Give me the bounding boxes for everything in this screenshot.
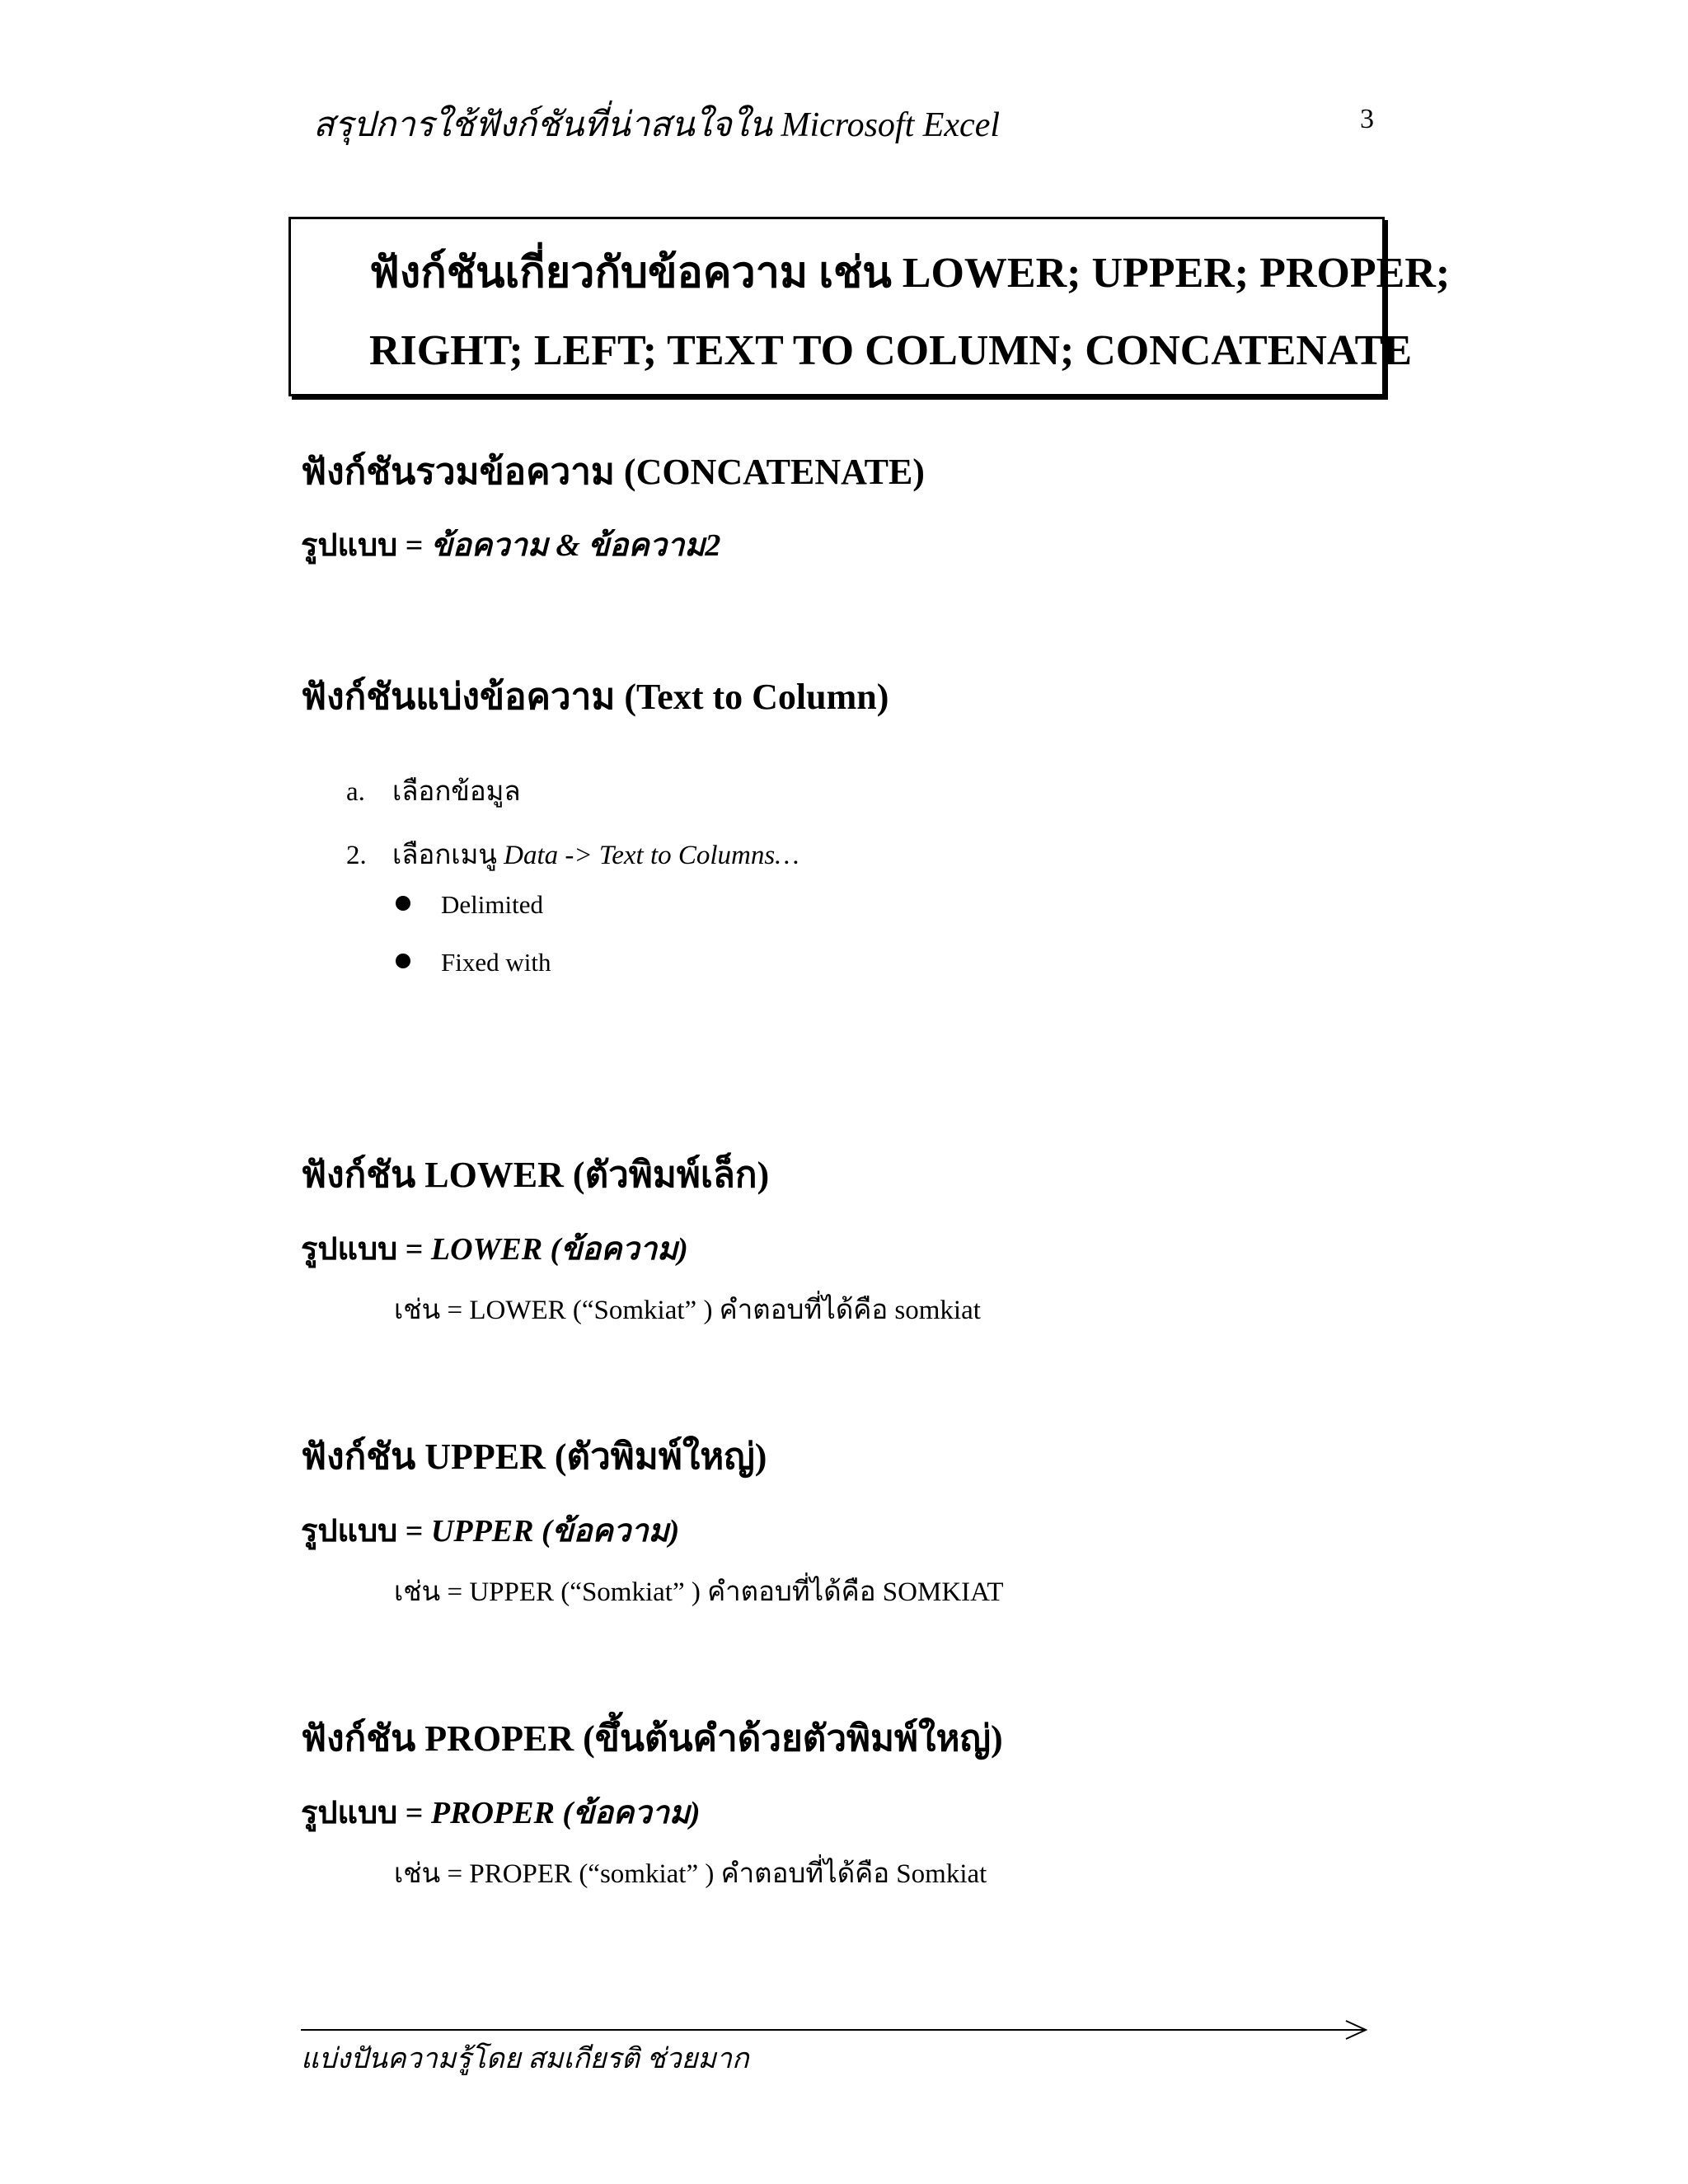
menu-path: Data -> Text to Columns… [504,841,799,870]
list-marker: 2. [346,841,367,870]
proper-format [301,1787,701,1837]
list-item [346,769,521,813]
lower-example: เช่น = LOWER (“Somkiat” ) คำตอบที่ได้คือ somkiat [394,1296,981,1325]
format-label: รูปแบบ = [301,1796,424,1830]
list-item-text: เลือกข้อมูล [392,777,521,807]
upper-heading: ฟังก์ชัน UPPER (ตัวพิมพ์ใหญ่) [301,1436,767,1477]
page-number: 3 [1360,104,1374,134]
proper-example: เช่น = PROPER (“somkiat” ) คำตอบที่ได้คือ Somkiat [394,1859,987,1889]
format-expression: LOWER (ข้อความ) [430,1232,688,1267]
concatenate-format [301,519,720,569]
upper-format [301,1505,679,1555]
format-expression: PROPER (ข้อความ) [430,1796,701,1830]
bullet-icon [396,954,410,968]
lower-format [301,1223,688,1273]
bullet-item-fixed-with: Fixed with [441,948,551,977]
format-label: รูปแบบ = [301,1232,424,1267]
bullet-icon [396,896,410,911]
format-label: รูปแบบ = [301,1514,424,1549]
title-line-2: RIGHT; LEFT; TEXT TO COLUMN; CONCATENATE [369,327,1413,374]
bullet-item-delimited: Delimited [441,890,543,919]
title-line-1: ฟังก์ชันเกี่ยวกับข้อความ เช่น LOWER; UPPER; PROPER; [369,250,1451,297]
proper-heading: ฟังก์ชัน PROPER (ขึ้นต้นคำด้วยตัวพิมพ์ใหญ่) [301,1718,1003,1759]
list-marker: a. [346,777,365,807]
list-item-text: เลือกเมนู [392,841,504,870]
concatenate-heading: ฟังก์ชันรวมข้อความ (CONCATENATE) [301,452,925,492]
format-expression: ข้อความ & ข้อความ2 [430,528,721,563]
lower-heading: ฟังก์ชัน LOWER (ตัวพิมพ์เล็ก) [301,1155,770,1195]
upper-example: เช่น = UPPER (“Somkiat” ) คำตอบที่ได้คือ SOMKIAT [394,1577,1004,1607]
footer-credit: แบ่งปันความรู้โดย สมเกียรติ ช่วยมาก [301,2044,749,2074]
page-header-title: สรุปการใช้ฟังก์ชันที่น่าสนใจใน Microsoft Excel [313,106,1001,144]
title-box [288,217,1451,396]
format-label: รูปแบบ = [301,528,424,563]
format-expression: UPPER (ข้อความ) [430,1514,680,1549]
text-to-column-heading: ฟังก์ชันแบ่งข้อความ (Text to Column) [301,677,889,717]
list-item [346,832,799,876]
